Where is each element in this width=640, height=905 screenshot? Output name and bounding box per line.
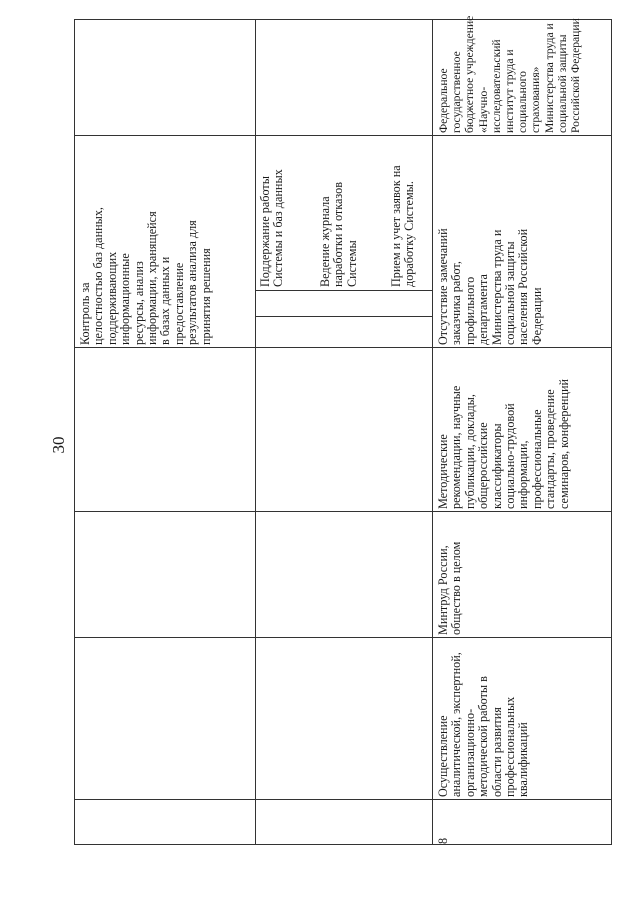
page-number: 30 [49, 436, 68, 454]
functions-text: Контроль за целостностью баз данных, поддерживающих информационные ресурсы, анализ информации, хранящейся в базах данных и предоставление результатов анализа для принятия решения [78, 207, 213, 345]
sub-divider-1 [255, 290, 432, 291]
sub-function-1: Поддержание работы Системы и баз данных [258, 169, 286, 287]
row-divider-3 [75, 511, 611, 512]
results-cell: Методические рекомендации, научные публикации, доклады, общероссийские классификаторы социально-трудовой информации, профессиональные стандарты, проведение семинаров, конференций [436, 379, 571, 509]
row-divider-5 [75, 799, 611, 800]
name-cell: Осуществление аналитической, экспертной, организационно- методической работы в области развития профессиональных квалификаций [436, 652, 531, 797]
functions-cell [79, 137, 253, 345]
col-divider-1 [255, 20, 256, 844]
rotated-table [74, 15, 612, 845]
sub-function-3: Прием и учет заявок на доработку Системы. [389, 165, 417, 287]
row-divider-1 [75, 135, 611, 136]
row-divider-4 [75, 637, 611, 638]
consumers-cell: Минтруд России, общество в целом [436, 541, 464, 635]
row-number-cell: 8 [436, 837, 450, 844]
sub-function-2: Ведение журнала наработки и отказов Системы [318, 182, 359, 287]
col-divider-2 [432, 20, 433, 844]
criteria-cell: Отсутствие замечаний заказчика работ, профильного департамента Министерства труда и социальной защиты населения Российской Федерации [436, 228, 544, 345]
sub-divider-2 [255, 316, 432, 317]
executor-cell: Федеральное государственное бюджетное учреждение «Научно- исследовательский институт труда и социального страхования» Министерства труда и социальной защиты Российской Федерации [437, 15, 583, 133]
row-divider-2 [75, 347, 611, 348]
